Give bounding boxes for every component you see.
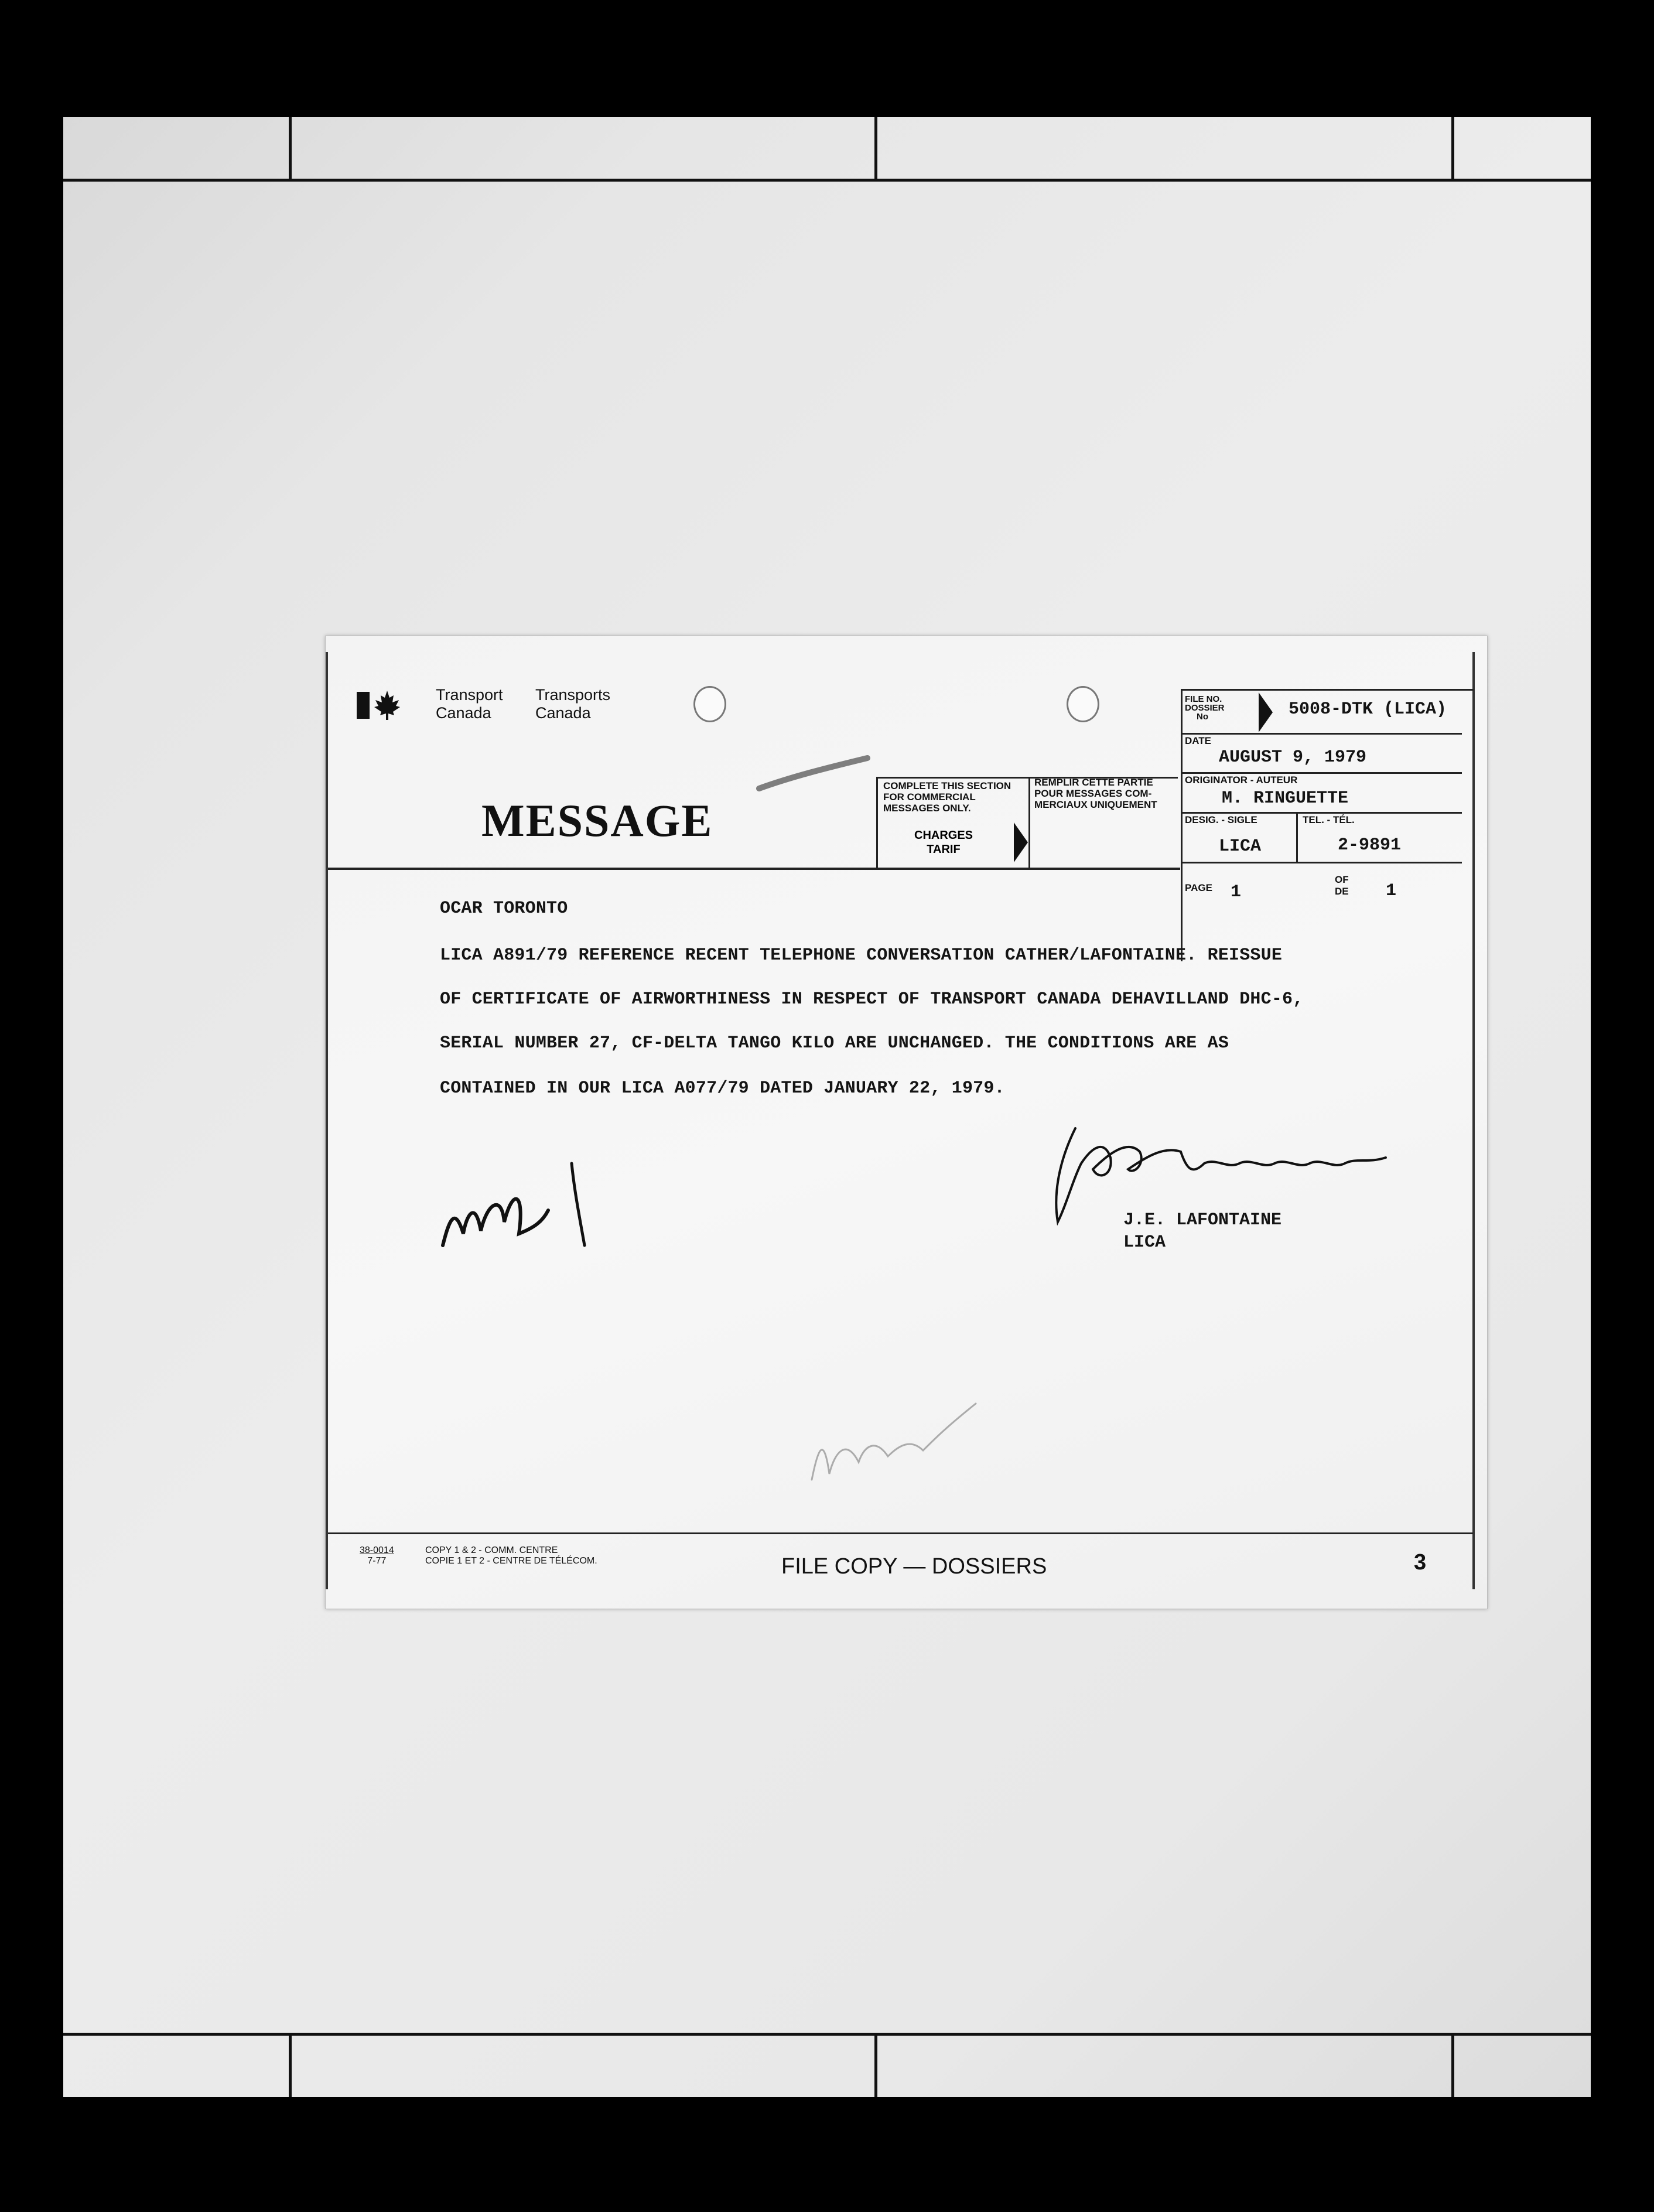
body-line-3: SERIAL NUMBER 27, CF-DELTA TANGO KILO ARE UNCHANGED. THE CONDITIONS ARE AS (440, 1033, 1229, 1053)
date-label: DATE (1185, 735, 1212, 746)
originator-value: M. RINGUETTE (1222, 788, 1349, 808)
header-separator (328, 868, 1180, 870)
charges-arrow-icon (1014, 822, 1028, 862)
body-line-2: OF CERTIFICATE OF AIRWORTHINESS IN RESPECT OF TRANSPORT CANADA DEHAVILLAND DHC-6, (440, 989, 1304, 1009)
bottom-divider-2 (874, 2033, 877, 2097)
file-no-arrow-icon (1259, 692, 1273, 732)
bottom-divider-3 (1451, 2033, 1454, 2097)
of-value: 1 (1386, 881, 1397, 901)
pencil-smudge (756, 753, 873, 794)
tel-value: 2-9891 (1338, 835, 1402, 855)
page-title: MESSAGE (481, 795, 713, 846)
punch-hole-right (1067, 686, 1099, 722)
top-divider-3 (1451, 117, 1454, 182)
file-no-value: 5008-DTK (LICA) (1289, 699, 1447, 719)
dept-name-fr: Transports Canada (535, 686, 611, 722)
punch-hole-left (693, 686, 726, 722)
desig-label: DESIG. - SIGLE (1185, 814, 1257, 825)
field-divider-tel (1296, 812, 1298, 862)
tel-label: TEL. - TÉL. (1303, 814, 1355, 825)
bottom-margin-grid (63, 2033, 1591, 2097)
card-right-edge (1472, 652, 1475, 1589)
faint-pencil-scribble (800, 1386, 987, 1486)
charges-label: CHARGES TARIF (914, 829, 973, 856)
field-divider-originator (1181, 812, 1462, 814)
date-value: AUGUST 9, 1979 (1219, 747, 1367, 767)
canada-flag-logo-icon (357, 692, 401, 719)
field-divider-desig (1181, 862, 1462, 863)
field-divider-date (1181, 772, 1462, 774)
dept-name-en: Transport Canada (436, 686, 503, 722)
bottom-divider-1 (289, 2033, 292, 2097)
commercial-note-fr: REMPLIR CETTE PARTIE POUR MESSAGES COM- MERCIAUX UNIQUEMENT (1034, 777, 1157, 810)
page-value: 1 (1231, 882, 1242, 902)
originator-label: ORIGINATOR - AUTEUR (1185, 774, 1298, 786)
file-no-label: FILE NO. DOSSIER No (1185, 694, 1225, 722)
top-margin-grid (63, 117, 1591, 182)
commercial-box-left (876, 777, 878, 869)
file-copy-label: FILE COPY — DOSSIERS (781, 1554, 1047, 1579)
body-line-4: CONTAINED IN OUR LICA A077/79 DATED JANUARY 22, 1979. (440, 1078, 1005, 1098)
signatory-name: J.E. LAFONTAINE (1123, 1210, 1282, 1230)
top-divider-2 (874, 117, 877, 182)
commercial-note-en: COMPLETE THIS SECTION FOR COMMERCIAL MESSAGES ONLY. (883, 780, 1011, 814)
handwritten-initials (431, 1152, 589, 1263)
page-label: PAGE (1185, 882, 1212, 893)
field-block-top (1181, 689, 1474, 691)
desig-value: LICA (1219, 837, 1262, 856)
commercial-box-mid (1028, 777, 1030, 869)
top-divider-1 (289, 117, 292, 182)
top-rule (63, 179, 1591, 182)
message-form (325, 636, 1488, 1609)
copy-number: 3 (1414, 1550, 1427, 1575)
card-left-edge (326, 652, 328, 1589)
field-divider-file (1181, 733, 1462, 735)
footer-rule (328, 1532, 1473, 1534)
bottom-rule (63, 2033, 1591, 2036)
signatory-desig: LICA (1123, 1233, 1166, 1252)
form-number: 38-0014 7-77 (360, 1545, 394, 1566)
body-line-1: LICA A891/79 REFERENCE RECENT TELEPHONE CONVERSATION CATHER/LAFONTAINE. REISSUE (440, 945, 1283, 965)
body-recipient: OCAR TORONTO (440, 899, 568, 919)
of-label: OF DE (1335, 874, 1349, 897)
copy-distribution: COPY 1 & 2 - COMM. CENTRE COPIE 1 ET 2 - CENTRE DE TÉLÉCOM. (425, 1545, 597, 1566)
field-block-left (1181, 689, 1183, 961)
